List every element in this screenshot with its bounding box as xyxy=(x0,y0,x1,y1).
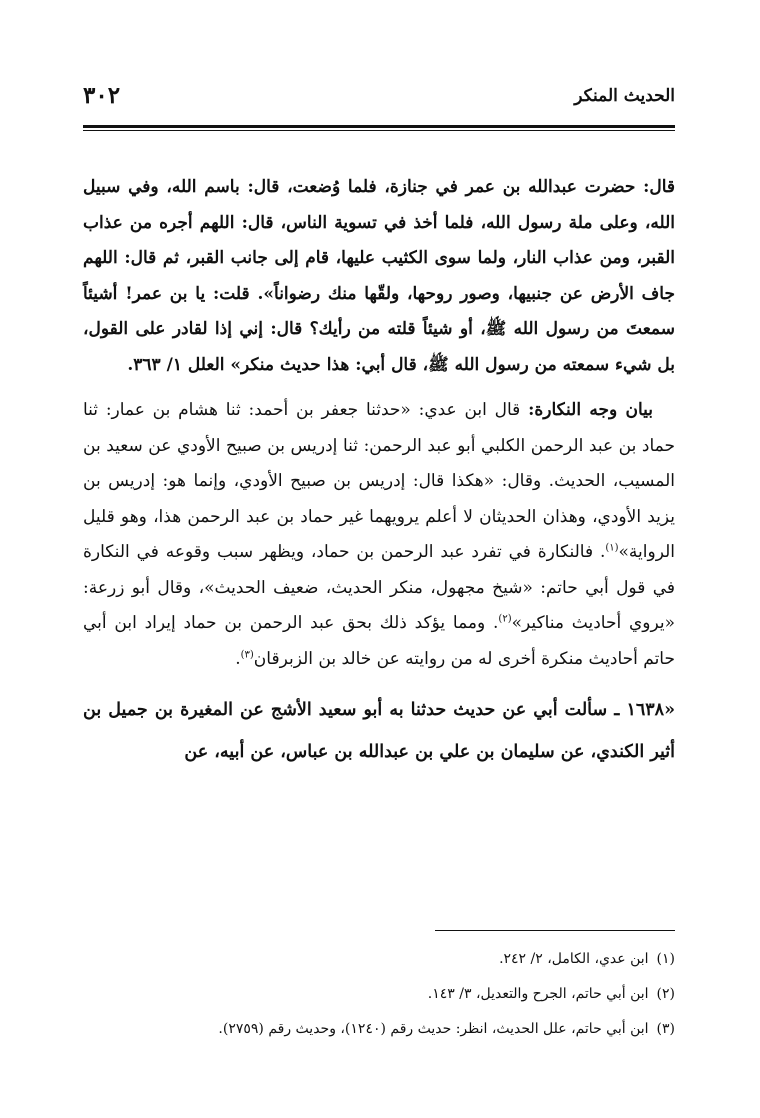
footnote-ref-3[interactable]: (٣) xyxy=(240,648,254,660)
explanation-part-a: قال ابن عدي: «حدثنا جعفر بن أحمد: ثنا هشام بن عمار: ثنا حماد بن عبد الرحمن الكلبي أبو عبد الرحمن: ثنا إدريس بن صبيح الأودي عن سعيد بن المسيب، الحديث. وقال: «هكذا قال: إدريس بن صبيح الأودي، وإنما هو: إدريس بن يزيد الأودي، وهذان الحديثان لا أعلم يرويهما غير حماد بن عبد الرحمن هذا، وهو قليل الرواية» xyxy=(83,400,675,562)
footnote-number: (٢) xyxy=(656,986,675,1002)
footnotes xyxy=(85,942,675,1047)
footnote xyxy=(85,942,675,977)
explanation-part-b: . فالنكارة في تفرد عبد الرحمن بن حماد، ويظهر سبب وقوعه في النكارة في قول أبي حاتم: «شيخ مجهول، منكر الحديث، ضعيف الحديث»، وقال أبو زرعة: «يروي أحاديث مناكير» xyxy=(83,542,675,633)
explanation-part-d: . xyxy=(235,648,241,669)
footnote-text: ابن أبي حاتم، الجرح والتعديل، ٣/ ١٤٣. xyxy=(427,986,649,1002)
header-rule-thick xyxy=(83,125,675,128)
footnote-number: (٣) xyxy=(656,1021,675,1037)
footnote-text: ابن عدي، الكامل، ٢/ ٢٤٢. xyxy=(499,951,649,967)
running-header xyxy=(83,82,675,120)
footnote-number: (١) xyxy=(656,951,675,967)
footnote-ref-2[interactable]: (٢) xyxy=(498,613,512,625)
section-lead: بيان وجه النكارة: xyxy=(528,400,654,420)
footnote xyxy=(85,977,675,1012)
main-text xyxy=(83,170,675,773)
footnote xyxy=(85,1012,675,1047)
explanation-part-c: . ومما يؤكد ذلك بحق عبد الرحمن بن حماد إيراد ابن أبي حاتم أحاديث منكرة أخرى له من روايته عن خالد بن الزبرقان xyxy=(83,613,675,669)
footnote-rule xyxy=(435,930,675,931)
running-title: الحديث المنكر xyxy=(574,86,675,106)
paragraph-next-hadith: «١٦٣٨ ـ سألت أبي عن حديث حدثنا به أبو سعيد الأشج عن المغيرة بن جميل بن أثير الكندي، عن سليمان بن علي بن عبدالله بن عباس، عن أبيه، عن xyxy=(83,700,675,762)
footnote-text: ابن أبي حاتم، علل الحديث، انظر: حديث رقم (١٢٤٠)، وحديث رقم (٢٧٥٩). xyxy=(218,1021,649,1037)
paragraph-explanation xyxy=(83,393,675,677)
page-number: ٣٠٢ xyxy=(83,82,121,109)
paragraph-hadith-text: قال: حضرت عبدالله بن عمر في جنازة، فلما وُضعت، قال: باسم الله، وفي سبيل الله، وعلى ملة رسول الله، فلما أخذ في تسوية الناس، قال: اللهم أجره من عذاب القبر، ومن عذاب النار، ولما سوى الكثيب عليها، قام إلى جانب القبر، ثم قال: اللهم جاف الأرض عن جنبيها، وصور روحها، ولقّها منك رضواناً». قلت: يا بن عمر! أشيئاً سمعتَ من رسول الله ﷺ، أو شيئاً قلته من رأيك؟ قال: إني إذا لقادر على القول، بل شيء سمعته من رسول الله ﷺ، قال أبي: هذا حديث منكر» العلل ١/ ٣٦٣. xyxy=(83,177,675,375)
footnote-ref-1[interactable]: (١) xyxy=(605,542,619,554)
header-rule-thin xyxy=(83,130,675,131)
